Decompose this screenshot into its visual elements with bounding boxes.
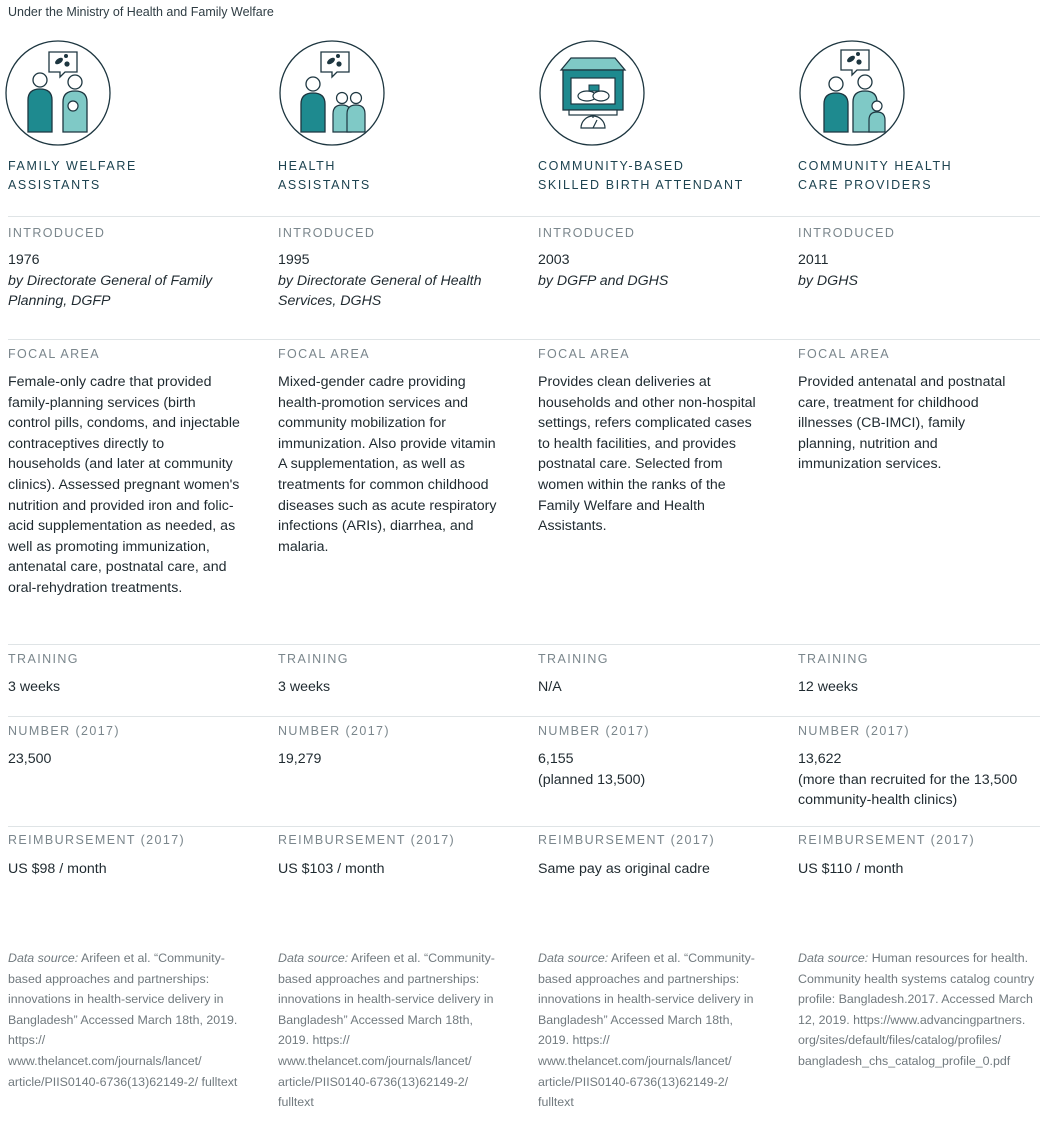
number-count: 19,279 xyxy=(278,751,322,767)
data-source-text: Arifeen et al. “Community-based approaches and partnerships: innovations in health-service delivery in Bangladesh” Accessed March 18th, 2019. https:// www.thelancet.com/journals/lancet/ article/PIIS0140-6736(13)62149-2/ fulltext xyxy=(278,951,495,1110)
introduced-by: by Directorate General of Family Planning, DGFP xyxy=(8,272,213,310)
number-label: NUMBER (2017) xyxy=(8,724,120,738)
clinic-with-scale-icon xyxy=(539,40,649,150)
cadre-title-line: HEALTH xyxy=(278,159,336,173)
introduced-label: INTRODUCED xyxy=(538,226,636,240)
data-source-label: Data source: xyxy=(538,951,609,965)
introduced-label: INTRODUCED xyxy=(8,226,106,240)
reimbursement-value: US $110 / month xyxy=(798,861,904,877)
focal-area-text: Mixed-gender cadre providing health-promotion services and community mobilization for immunization. Also provide vitamin A supplementation, as well as treatments for common childhood diseases such as acute respiratory infections (ARIs), diarrhea, and malaria. xyxy=(278,374,497,555)
focal-area-text: Provided antenatal and postnatal care, treatment for childhood illnesses (CB-IMCI), family planning, nutrition and immunization services. xyxy=(798,374,1006,473)
focal-area-text: Female-only cadre that provided family-planning services (birth control pills, condoms, and injectable contraceptives directly to households (and later at community clinics). Assessed pregnant women's nutrition and provided iron and folic-acid supplementation as needed, as well as promoting immunization, antenatal care, postnatal care, and oral-rehydration treatments. xyxy=(8,374,240,596)
training-label: TRAINING xyxy=(8,652,79,666)
cadre-title-line: ASSISTANTS xyxy=(278,178,371,192)
cadre-title xyxy=(538,157,744,195)
number-value xyxy=(278,749,518,770)
number-count: 23,500 xyxy=(8,751,52,767)
introduced-year: 1995 xyxy=(278,252,310,268)
data-source-label: Data source: xyxy=(8,951,79,965)
cadre-title xyxy=(798,157,952,195)
introduced-by: by DGFP and DGHS xyxy=(538,272,669,289)
divider xyxy=(8,339,1040,340)
data-source xyxy=(538,948,763,1113)
number-count: 13,622 xyxy=(798,751,842,767)
cadre-title-line: FAMILY WELFARE xyxy=(8,159,137,173)
cadre-title-line: ASSISTANTS xyxy=(8,178,101,192)
introduced-value xyxy=(798,250,1033,291)
data-source-text: Arifeen et al. “Community-based approaches and partnerships: innovations in health-service delivery in Bangladesh” Accessed March 18th, 2019. https:// www.thelancet.com/journals/lancet/ article/PIIS0140-6736(13)62149-2/ fulltext xyxy=(8,951,238,1089)
training-value: 3 weeks xyxy=(8,679,61,695)
reimbursement-value: US $98 / month xyxy=(8,861,107,877)
cadre-title-line: COMMUNITY HEALTH xyxy=(798,159,953,173)
cadre-title-line: COMMUNITY-BASED xyxy=(538,159,685,173)
reimbursement-value: Same pay as original cadre xyxy=(538,861,710,877)
introduced-value xyxy=(278,250,513,312)
training-value: 3 weeks xyxy=(278,679,331,695)
reimbursement-label: REIMBURSEMENT (2017) xyxy=(8,833,186,847)
reimbursement-label: REIMBURSEMENT (2017) xyxy=(278,833,456,847)
reimbursement-label: REIMBURSEMENT (2017) xyxy=(538,833,716,847)
number-value xyxy=(538,749,778,790)
number-label: NUMBER (2017) xyxy=(798,724,910,738)
introduced-label: INTRODUCED xyxy=(278,226,376,240)
data-source-text: Arifeen et al. “Community-based approaches and partnerships: innovations in health-service delivery in Bangladesh” Accessed March 18th, 2019. https:// www.thelancet.com/journals/lancet/ article/PIIS0140-6736(13)62149-2/ fulltext xyxy=(538,951,755,1110)
training-label: TRAINING xyxy=(798,652,869,666)
data-source-label: Data source: xyxy=(798,951,869,965)
divider xyxy=(8,644,1040,645)
focal-area-label: FOCAL AREA xyxy=(278,347,371,361)
divider xyxy=(8,716,1040,717)
introduced-value xyxy=(8,250,243,312)
provider-with-mother-and-child-icon xyxy=(799,40,909,150)
cadre-title-line: SKILLED BIRTH ATTENDANT xyxy=(538,178,744,192)
data-source-text: Human resources for health. Community health systems catalog country profile: Bangladesh.2017. Accessed March 12, 2019. https://www.advancingpartners. org/sites/default/files/catalog/profiles/ bangladesh_chs_catalog_profile_0.pdf xyxy=(798,951,1035,1068)
number-value xyxy=(8,749,248,770)
training-label: TRAINING xyxy=(538,652,609,666)
number-note: (more than recruited for the 13,500 community-health clinics) xyxy=(798,771,1018,809)
number-note: (planned 13,500) xyxy=(538,771,646,788)
reimbursement-label: REIMBURSEMENT (2017) xyxy=(798,833,976,847)
introduced-year: 1976 xyxy=(8,252,40,268)
cadre-title xyxy=(278,157,371,195)
training-value: 12 weeks xyxy=(798,679,858,695)
focal-area-label: FOCAL AREA xyxy=(8,347,101,361)
health-worker-with-family-icon xyxy=(279,40,389,150)
introduced-by: by DGHS xyxy=(798,272,858,289)
data-source xyxy=(8,948,240,1092)
data-source-label: Data source: xyxy=(278,951,349,965)
introduced-label: INTRODUCED xyxy=(798,226,896,240)
training-value: N/A xyxy=(538,679,562,695)
data-source xyxy=(278,948,503,1113)
number-label: NUMBER (2017) xyxy=(538,724,650,738)
introduced-by: by Directorate General of Health Services, DGHS xyxy=(278,272,482,310)
two-health-workers-with-pills-icon xyxy=(5,40,115,150)
divider xyxy=(8,216,1040,217)
introduced-year: 2003 xyxy=(538,252,570,268)
focal-area-label: FOCAL AREA xyxy=(798,347,891,361)
number-label: NUMBER (2017) xyxy=(278,724,390,738)
divider xyxy=(8,826,1040,827)
introduced-value xyxy=(538,250,773,291)
cadre-title xyxy=(8,157,137,195)
number-count: 6,155 xyxy=(538,751,574,767)
introduced-year: 2011 xyxy=(798,252,829,268)
training-label: TRAINING xyxy=(278,652,349,666)
number-value xyxy=(798,749,1036,811)
focal-area-text: Provides clean deliveries at households and other non-hospital settings, refers complicated cases to health facilities, and provides postnatal care. Selected from women within the ranks of the Family Welfare and Health Assistants. xyxy=(538,374,756,535)
header-note: Under the Ministry of Health and Family Welfare xyxy=(8,5,274,19)
focal-area-label: FOCAL AREA xyxy=(538,347,631,361)
data-source xyxy=(798,948,1038,1072)
cadre-title-line: CARE PROVIDERS xyxy=(798,178,933,192)
reimbursement-value: US $103 / month xyxy=(278,861,385,877)
